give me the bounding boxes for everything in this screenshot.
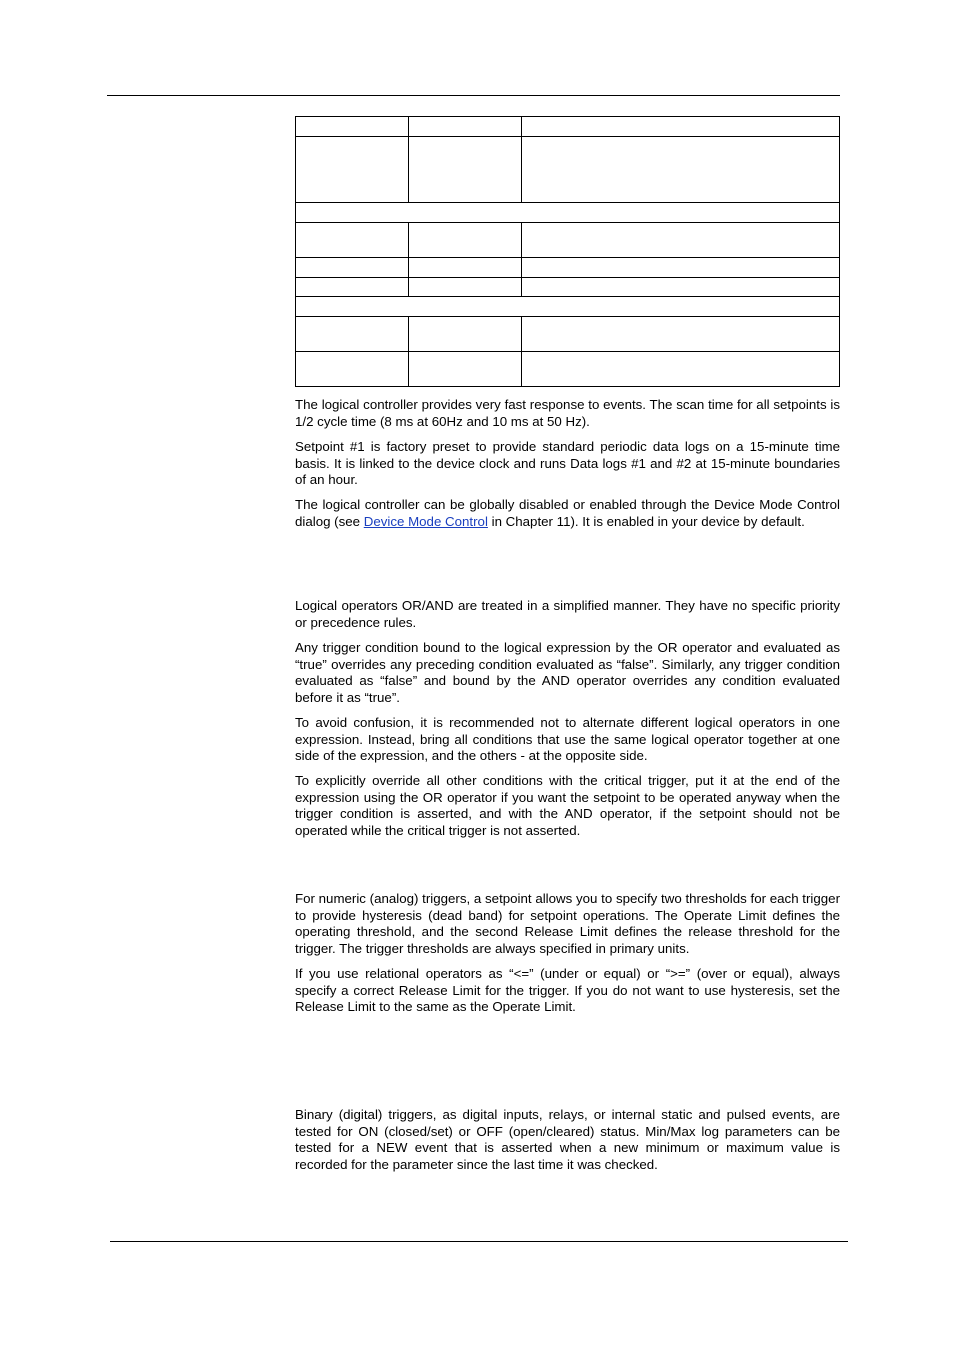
table-row xyxy=(296,223,840,258)
table-cell xyxy=(522,117,840,137)
table-cell xyxy=(296,278,409,297)
table-section-row xyxy=(296,203,840,223)
paragraph-numeric-triggers: For numeric (analog) triggers, a setpoint allows you to specify two thresholds for each trigger to provide hysteresis (dead band) for setpoint operations. The Operate Limit defines the operating threshold, and the second Release Limit defines the release threshold for the trigger. The trigger thresholds are always specified in primary units. xyxy=(295,891,840,956)
table-row xyxy=(296,117,840,137)
table-cell xyxy=(296,203,840,223)
header-rule xyxy=(107,95,840,96)
table-cell xyxy=(409,278,522,297)
paragraph-global-enable xyxy=(295,497,840,530)
table-row xyxy=(296,258,840,278)
table-row xyxy=(296,278,840,297)
table-cell xyxy=(296,258,409,278)
table-cell xyxy=(296,317,409,352)
table-cell xyxy=(409,137,522,203)
setpoint-options-table xyxy=(295,116,840,387)
paragraph-logical-operators: Logical operators OR/AND are treated in a simplified manner. They have no specific priority or precedence rules. xyxy=(295,598,840,630)
table-row xyxy=(296,137,840,203)
paragraph-binary-triggers: Binary (digital) triggers, as digital inputs, relays, or internal static and pulsed events, are tested for ON (closed/set) or OFF (open/cleared) status. Min/Max log parameters can be tested for a NEW event that is asserted when a new minimum or maximum value is recorded for the parameter since the last time it was checked. xyxy=(295,1107,840,1172)
table-cell xyxy=(409,317,522,352)
footer-rule xyxy=(110,1241,848,1242)
table-cell xyxy=(522,137,840,203)
table-cell xyxy=(409,258,522,278)
paragraph-text: in Chapter 11). It is enabled in your device by default. xyxy=(487,513,805,529)
paragraph-scan-time: The logical controller provides very fast response to events. The scan time for all setpoints is 1/2 cycle time (8 ms at 60Hz and 10 ms at 50 Hz). xyxy=(295,397,840,429)
paragraph-setpoint-1: Setpoint #1 is factory preset to provide standard periodic data logs on a 15-minute time basis. It is linked to the device clock and runs Data logs #1 and #2 at 15-minute boundaries of an hour. xyxy=(295,439,840,488)
paragraph-avoid-confusion: To avoid confusion, it is recommended not to alternate different logical operators in one expression. Instead, bring all conditions that use the same logical operator together at one side of the expression, and the others - at the opposite side. xyxy=(295,715,840,764)
table-cell xyxy=(296,297,840,317)
table-cell xyxy=(409,117,522,137)
table-cell xyxy=(522,352,840,387)
table-cell xyxy=(296,352,409,387)
paragraph-relational-operators: If you use relational operators as “<=” (under or equal) or “>=” (over or equal), always specify a correct Release Limit for the trigger. If you do not want to use hysteresis, set the Release Limit to the same as the Operate Limit. xyxy=(295,966,840,1015)
table-cell xyxy=(409,223,522,258)
paragraph-or-and-override: Any trigger condition bound to the logical expression by the OR operator and evaluated as “true” overrides any preceding condition evaluated as “false”. Similarly, any trigger condition evaluated as “false” and bound by the AND operator overrides any condition evaluated before it as “true”. xyxy=(295,640,840,705)
table-cell xyxy=(522,223,840,258)
table-cell xyxy=(409,352,522,387)
table-section-row xyxy=(296,297,840,317)
table-cell xyxy=(522,278,840,297)
table-cell xyxy=(522,258,840,278)
table-cell xyxy=(296,137,409,203)
paragraph-critical-trigger: To explicitly override all other conditions with the critical trigger, put it at the end of the expression using the OR operator if you want the setpoint to be operated anyway when the trigger condition is asserted, and with the AND operator, if the setpoint should not be operated while the critical trigger is not asserted. xyxy=(295,773,840,838)
device-mode-control-link[interactable]: Device Mode Control xyxy=(363,513,488,529)
table-row xyxy=(296,317,840,352)
paragraph-text: The logical controller can be globally disabled or enabled through the Device Mode Control dialog (see xyxy=(295,497,840,529)
table-cell xyxy=(296,117,409,137)
table-cell xyxy=(522,317,840,352)
table-cell xyxy=(296,223,409,258)
table-row xyxy=(296,352,840,387)
